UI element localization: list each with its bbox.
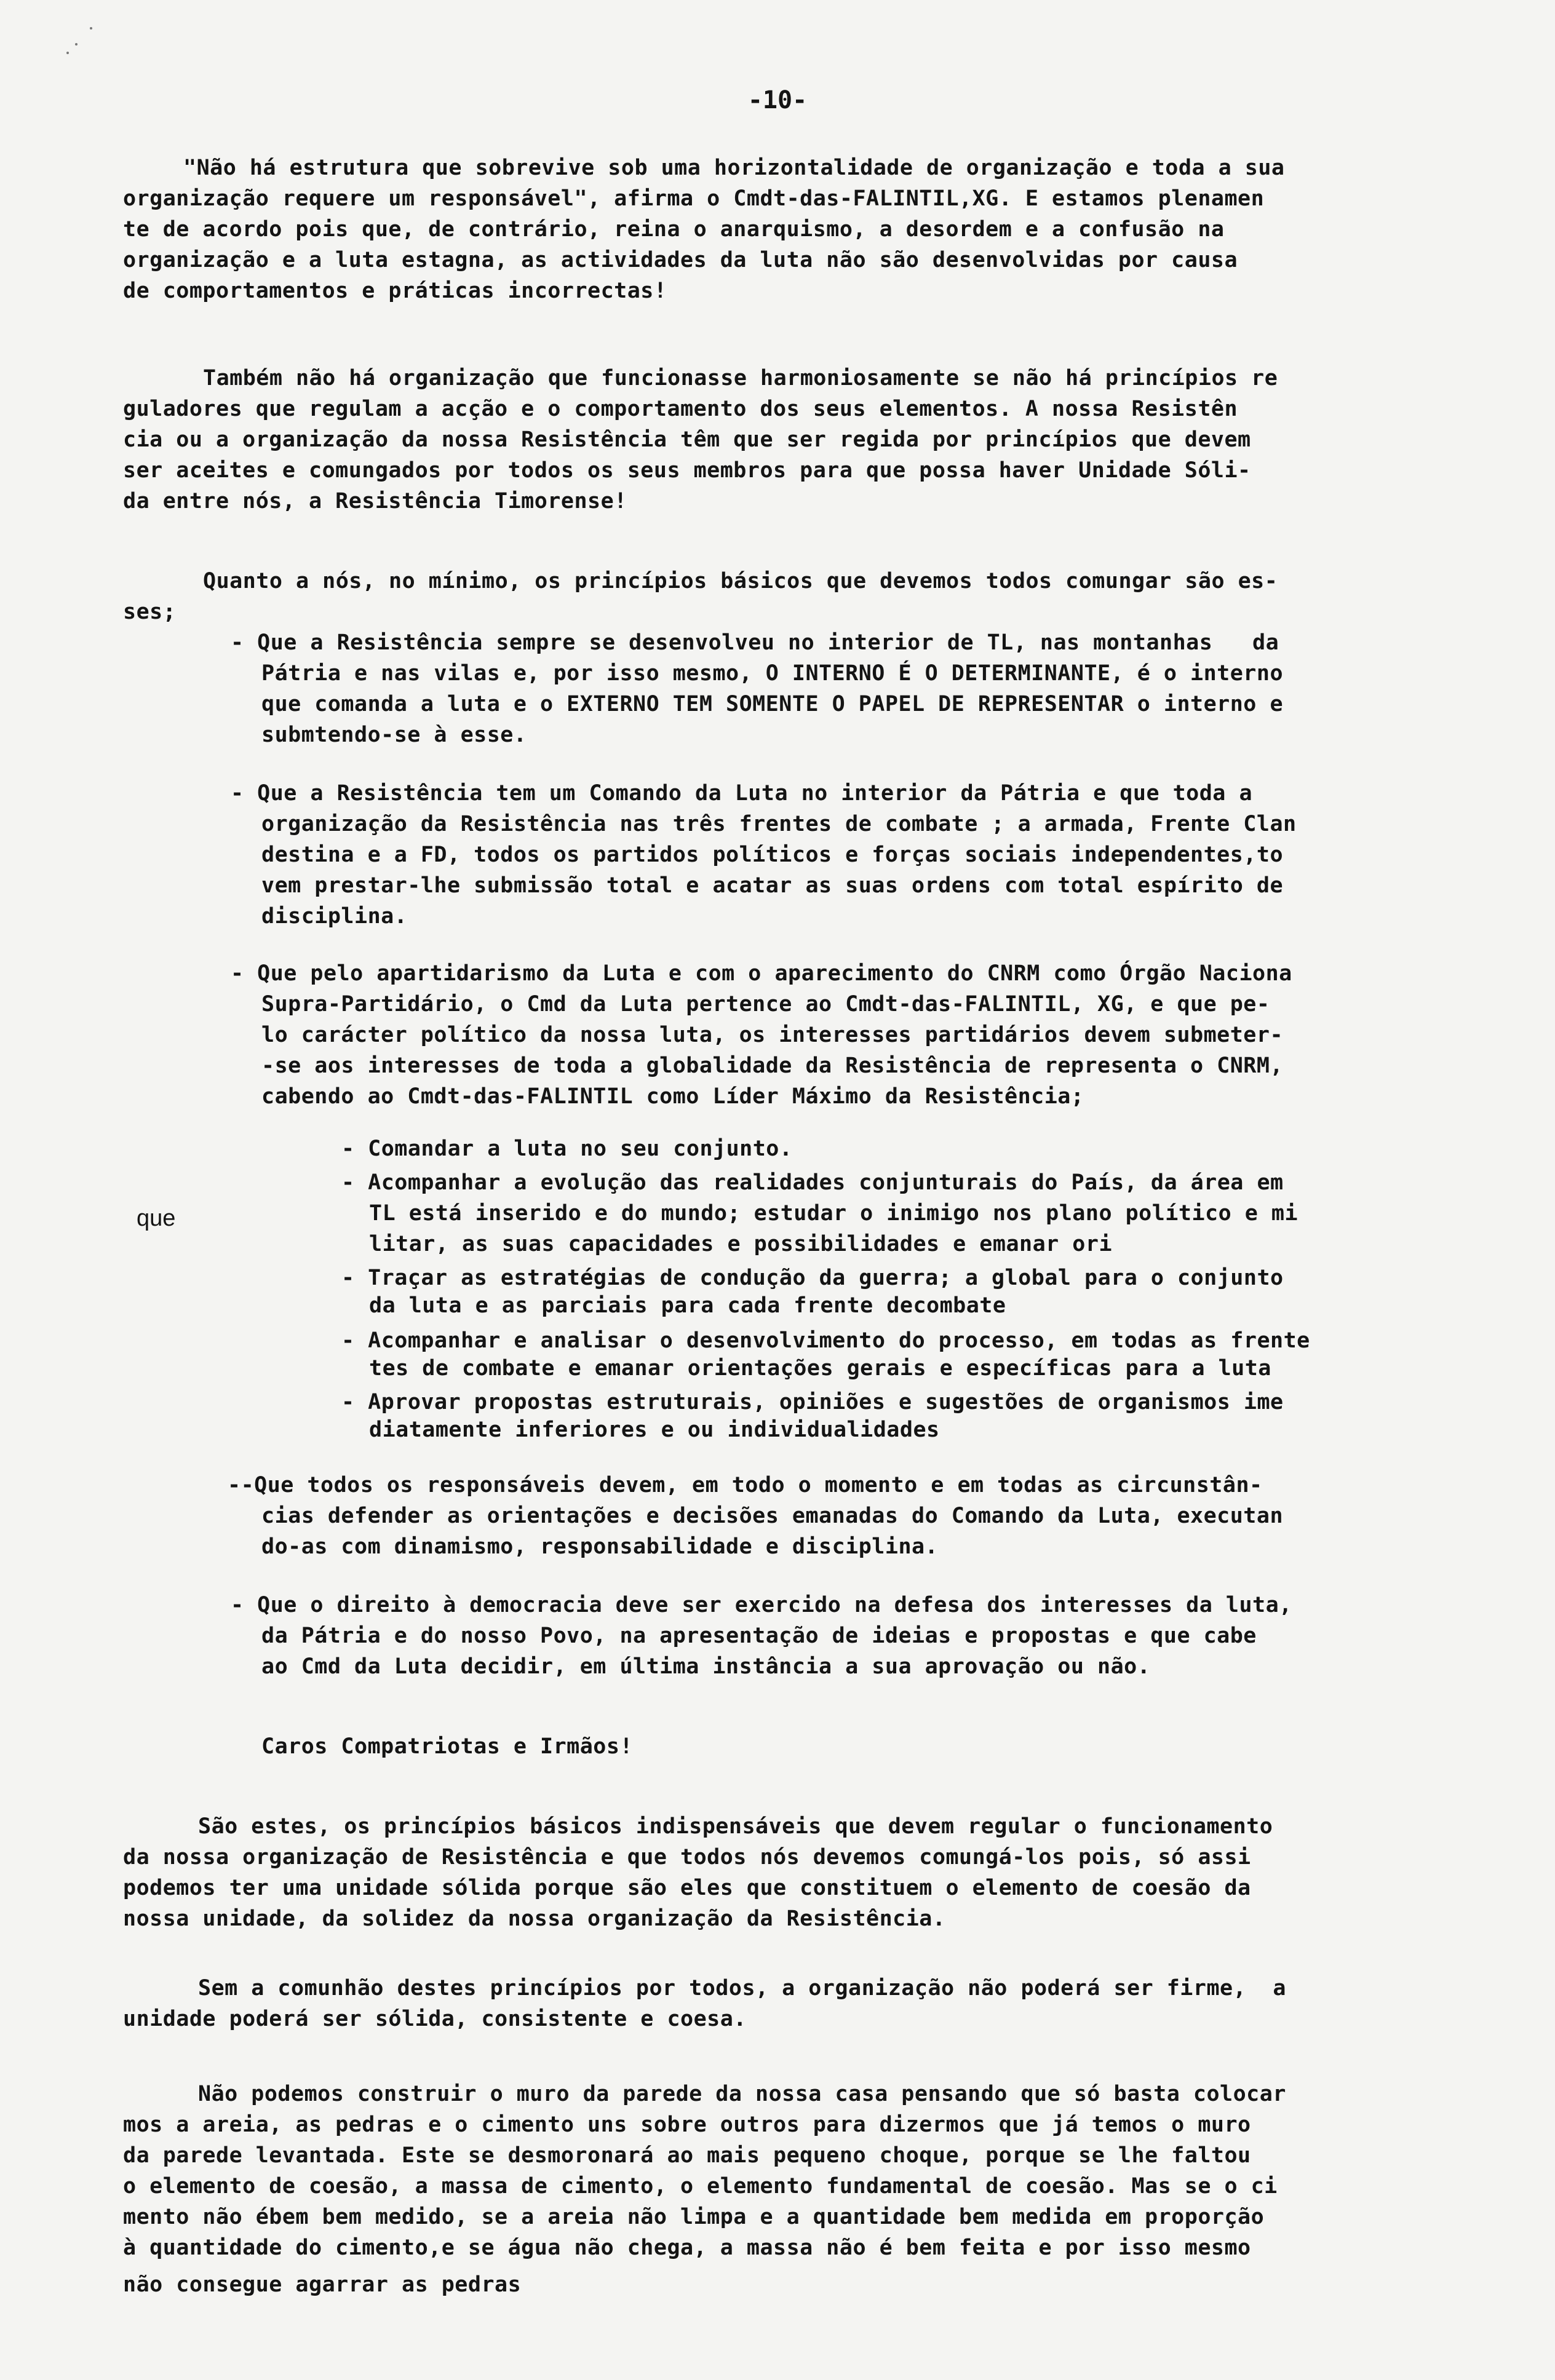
text-line: unidade poderá ser sólida, consistente e coesa. (123, 2007, 747, 2031)
text-line: diatamente inferiores e ou individualidades (369, 1418, 940, 1442)
text-line: te de acordo pois que, de contrário, reina o anarquismo, a desordem e a confusão na (123, 217, 1225, 242)
text-line: lo carácter político da nossa luta, os interesses partidários devem submeter- (261, 1023, 1284, 1047)
text-line: da nossa organização de Resistência e que todos nós devemos comungá-los pois, só assi (123, 1845, 1251, 1870)
text-line: ses; (123, 600, 177, 624)
text-line: Caros Compatriotas e Irmãos! (261, 1734, 634, 1759)
text-line: submtendo-se à esse. (261, 723, 527, 747)
page-number: -10- (747, 86, 808, 114)
text-line: cabendo ao Cmdt-das-FALINTIL como Líder Máximo da Resistência; (261, 1084, 1084, 1109)
text-line: da luta e as parciais para cada frente decombate (369, 1293, 1006, 1318)
text-line: destina e a FD, todos os partidos políticos e forças sociais independentes,to (261, 843, 1284, 867)
text-line: da entre nós, a Resistência Timorense! (123, 489, 627, 514)
text-line: mento não ébem bem medido, se a areia não limpa e a quantidade bem medida em proporção (123, 2205, 1265, 2229)
text-line: mos a areia, as pedras e o cimento uns sobre outros para dizermos que já temos o muro (123, 2112, 1251, 2137)
text-line: podemos ter uma unidade sólida porque são eles que constituem o elemento de coesão da (123, 1876, 1251, 1900)
text-line: que comanda a luta e o EXTERNO TEM SOMENTE O PAPEL DE REPRESENTAR o interno e (261, 692, 1284, 716)
text-line: Sem a comunhão destes princípios por todos, a organização não poderá ser firme, a (198, 1976, 1286, 2001)
text-line: da Pátria e do nosso Povo, na apresentação de ideias e propostas e que cabe (261, 1624, 1257, 1648)
text-line: Também não há organização que funcionasse harmoniosamente se não há princípios re (203, 366, 1278, 391)
text-line: - Que o direito à democracia deve ser exercido na defesa dos interesses da luta, (231, 1593, 1292, 1617)
text-line: - Que pelo apartidarismo da Luta e com o aparecimento do CNRM como Órgão Naciona (231, 961, 1292, 986)
scan-speck (75, 43, 78, 46)
text-line: da parede levantada. Este se desmoronará ao mais pequeno choque, porque se lhe faltou (123, 2143, 1251, 2168)
text-line: tes de combate e emanar orientações gerais e específicas para a luta (369, 1356, 1271, 1381)
text-line: do-as com dinamismo, responsabilidade e disciplina. (261, 1534, 939, 1559)
text-line: "Não há estrutura que sobrevive sob uma horizontalidade de organização e toda a sua (183, 156, 1285, 180)
text-line: - Que a Resistência sempre se desenvolveu no interior de TL, nas montanhas da (231, 630, 1279, 655)
text-line: -se aos interesses de toda a globalidade da Resistência de representa o CNRM, (261, 1053, 1284, 1078)
text-line: cia ou a organização da nossa Resistência têm que ser regida por princípios que devem (123, 427, 1251, 452)
text-line: Não podemos construir o muro da parede da nossa casa pensando que só basta colocar (198, 2082, 1286, 2106)
scan-speck (90, 27, 92, 30)
text-line: - Traçar as estratégias de condução da guerra; a global para o conjunto (341, 1266, 1284, 1290)
text-line: ser aceites e comungados por todos os seus membros para que possa haver Unidade Sóli- (123, 458, 1251, 483)
text-line: São estes, os princípios básicos indispensáveis que devem regular o funcionamento (198, 1814, 1273, 1839)
text-line: guladores que regulam a acção e o comportamento dos seus elementos. A nossa Resistên (123, 397, 1238, 421)
text-line: Pátria e nas vilas e, por isso mesmo, O INTERNO É O DETERMINANTE, é o interno (261, 661, 1284, 686)
text-line: organização requere um responsável", afirma o Cmdt-das-FALINTIL,XG. E estamos plenamen (123, 186, 1265, 211)
scan-speck (66, 52, 69, 54)
text-line: de comportamentos e práticas incorrectas! (123, 279, 667, 303)
text-line: --Que todos os responsáveis devem, em todo o momento e em todas as circunstân- (228, 1473, 1263, 1497)
text-line: TL está inserido e do mundo; estudar o inimigo nos plano político e mi (369, 1201, 1298, 1226)
text-line: organização e a luta estagna, as actividades da luta não são desenvolvidas por causa (123, 248, 1238, 272)
text-line: cias defender as orientações e decisões emanadas do Comando da Luta, executan (261, 1504, 1284, 1528)
text-line: ao Cmd da Luta decidir, em última instância a sua aprovação ou não. (261, 1654, 1151, 1679)
text-line: disciplina. (261, 904, 408, 929)
text-line: organização da Resistência nas três frentes de combate ; a armada, Frente Clan (261, 812, 1297, 836)
text-line: - Acompanhar a evolução das realidades conjunturais do País, da área em (341, 1170, 1284, 1195)
text-line: litar, as suas capacidades e possibilidades e emanar ori (369, 1232, 1113, 1256)
margin-note: que (137, 1205, 176, 1231)
text-line: à quantidade do cimento,e se água não chega, a massa não é bem feita e por isso mesmo (123, 2235, 1251, 2260)
text-line: vem prestar-lhe submissão total e acatar as suas ordens com total espírito de (261, 873, 1284, 898)
text-line: não consegue agarrar as pedras (123, 2272, 522, 2297)
text-line: - Aprovar propostas estruturais, opiniões e sugestões de organismos ime (341, 1390, 1284, 1414)
text-line: - Que a Resistência tem um Comando da Luta no interior da Pátria e que toda a (231, 781, 1253, 806)
text-line: o elemento de coesão, a massa de cimento, o elemento fundamental de coesão. Mas se o ci (123, 2174, 1278, 2199)
text-line: Supra-Partidário, o Cmd da Luta pertence ao Cmdt-das-FALINTIL, XG, e que pe- (261, 992, 1270, 1017)
text-line: - Acompanhar e analisar o desenvolvimento do processo, em todas as frente (341, 1328, 1310, 1353)
text-line: - Comandar a luta no seu conjunto. (341, 1136, 793, 1161)
text-line: nossa unidade, da solidez da nossa organização da Resistência. (123, 1906, 946, 1931)
text-line: Quanto a nós, no mínimo, os princípios básicos que devemos todos comungar são es- (203, 569, 1278, 593)
